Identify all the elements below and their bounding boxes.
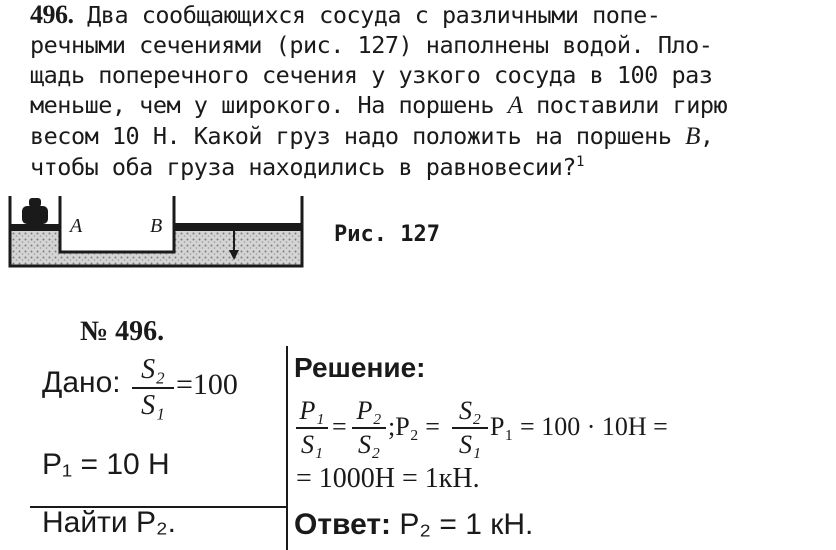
water-narrow: [10, 230, 60, 266]
problem-line-5-a: весом 10 Н. Какой груз надо положить на поршень: [30, 122, 686, 150]
problem-line-6-text: чтобы оба груза находились в равновесии?: [30, 153, 576, 181]
solution-block: [0, 300, 836, 550]
given-equals: =100: [176, 368, 238, 401]
frac-s1-bot: S₁: [458, 430, 482, 459]
frac-p1-top: P₁: [299, 396, 325, 425]
label-a: A: [70, 215, 83, 237]
frac-s2-top: S₂: [458, 396, 482, 425]
problem-line-4: [30, 90, 830, 121]
piston-a: [10, 224, 60, 231]
frac-p2-s2: [352, 396, 386, 460]
given-fraction: [132, 354, 174, 422]
problem-line-3: щадь поперечного сечения у узкого сосуда в 100 раз: [30, 61, 713, 89]
p2-expression: ;P₂ =: [388, 412, 440, 441]
given-frac-bot: S₁: [141, 390, 165, 421]
answer-line: [294, 508, 533, 542]
frac-s2-bot: S₂: [357, 430, 381, 459]
weight-handle: [29, 198, 41, 207]
figure-caption: Рис. 127: [334, 222, 440, 247]
frac-p1-s1: [296, 396, 328, 460]
problem-line-1-text: Два сообщающихся сосуда с различными попе-: [87, 1, 661, 29]
piston-b-ref: B: [685, 123, 700, 150]
weight-icon: [22, 206, 48, 224]
problem-line-6: [30, 152, 830, 182]
problem-number: 496.: [30, 0, 74, 29]
calc-result: = 1000Н = 1кН.: [296, 463, 480, 494]
problem-line-4-a: меньше, чем у широкого. На поршень: [30, 91, 508, 119]
footnote-mark: 1: [575, 154, 584, 171]
problem-line-2: речными сечениями (рис. 127) наполнены водой. Пло-: [30, 31, 713, 59]
water-wide: [174, 230, 302, 266]
problem-line-5-c: ,: [699, 122, 714, 150]
fraction-bar: [132, 387, 174, 389]
problem-line-1: [30, 0, 830, 30]
fraction-bar: [452, 427, 488, 429]
label-b: B: [150, 215, 163, 237]
frac-s2-s1: [452, 396, 488, 460]
piston-a-ref: A: [507, 92, 523, 119]
piston-b: [174, 223, 302, 231]
water-tube: [60, 252, 174, 266]
problem-line-4-c: поставили гирю: [522, 91, 728, 119]
vessels-diagram: [0, 190, 310, 270]
frac-p2-top: P₂: [356, 396, 382, 425]
given-p1: P₁ = 10 Н: [42, 448, 170, 481]
given-frac-top: S₂: [141, 354, 165, 385]
problem-text: [30, 0, 830, 182]
fraction-bar: [296, 427, 328, 429]
given-solution-divider: [286, 346, 288, 550]
find-label: Найти P₂.: [42, 506, 176, 539]
frac-s1-bot: S₁: [300, 430, 324, 459]
solution-heading: Решение:: [294, 352, 426, 383]
solution-number: № 496.: [80, 316, 165, 347]
answer-label: Ответ:: [294, 508, 392, 541]
fraction-bar: [352, 427, 386, 429]
calc-tail: P₁ = 100 · 10Н =: [490, 412, 668, 441]
equals-1: =: [332, 412, 347, 441]
problem-line-5: [30, 121, 830, 152]
given-label: Дано:: [42, 366, 121, 399]
vessels-figure: [0, 190, 310, 270]
answer-value: P₂ = 1 кН.: [399, 508, 534, 541]
